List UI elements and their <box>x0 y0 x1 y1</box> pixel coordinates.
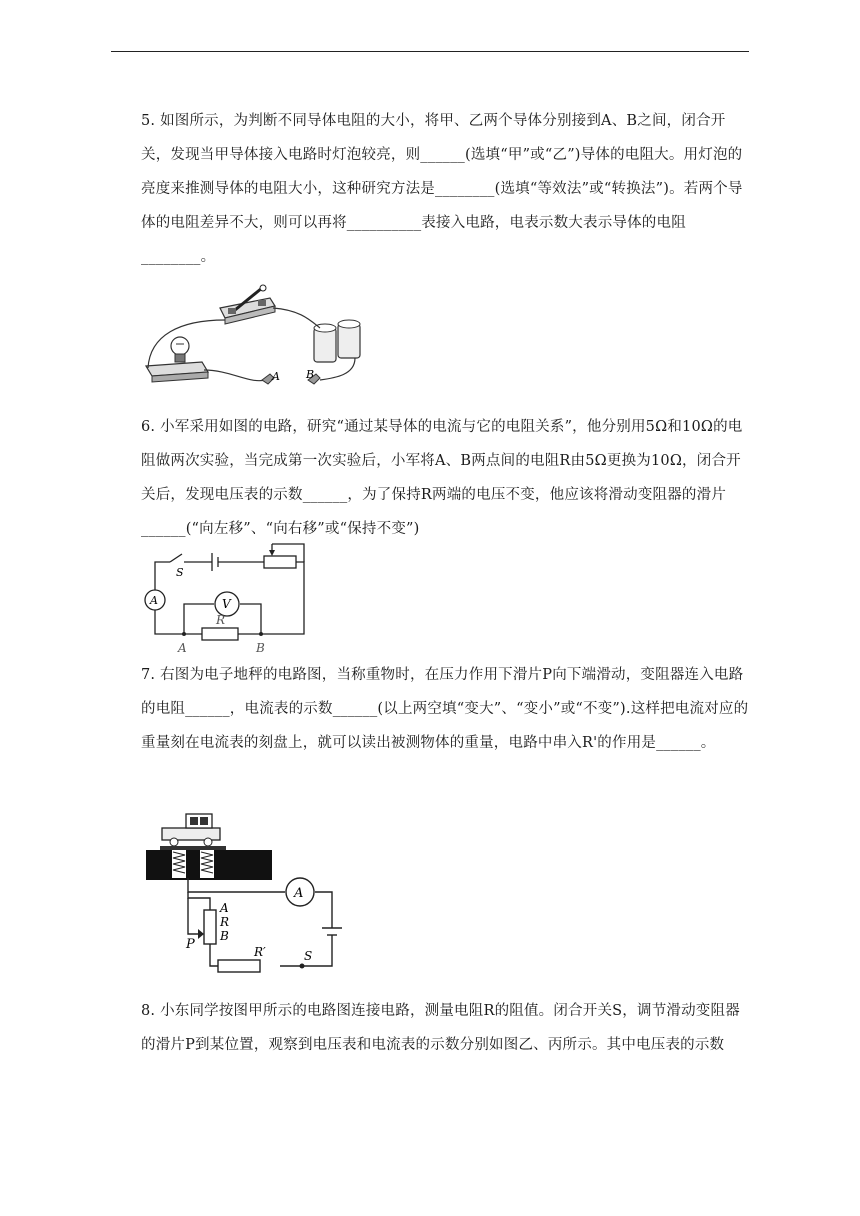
clip-b-label: B <box>306 368 315 381</box>
fixed-resistor-label: R′ <box>254 945 266 959</box>
question-5-text: 如图所示，为判断不同导体电阻的大小，将甲、乙两个导体分别接到A、B之间，闭合开关，发现当甲导体接入电路时灯泡较亮，则______(选填“甲”或“乙”)导体的电阻大。用灯泡的亮度来推测导体的电阻大小，这种研究方法是________(选填“等效法”或“转换法”)。若两个导体的电阻差异不大，则可以再将__________表接入电路，电表示数大表示导体的电阻________。 <box>141 113 743 265</box>
question-7-number: 7. <box>141 667 156 683</box>
question-8 <box>141 994 753 1062</box>
switch-label: S <box>176 566 184 579</box>
switch-label: S <box>304 949 313 963</box>
rheostat-top-label: A <box>220 901 229 915</box>
question-8-number: 8. <box>141 1003 156 1019</box>
question-6-number: 6. <box>141 419 156 435</box>
question-5-figure <box>140 280 380 385</box>
resistor-label: R <box>216 613 226 627</box>
point-a-label: A <box>178 641 187 655</box>
ammeter-label: A <box>150 594 158 607</box>
clip-a-label: A <box>272 370 280 383</box>
voltmeter-label: V <box>222 597 231 611</box>
ammeter-label: A <box>294 886 304 901</box>
header-rule <box>111 51 749 52</box>
question-7-text: 右图为电子地秤的电路图，当称重物时，在压力作用下滑片P向下端滑动，变阻器连入电路的电阻______，电流表的示数______(以上两空填“变大”、“变小”或“不变”).这样把电流对应的重量刻在电流表的刻盘上，就可以读出被测物体的重量，电路中串入R'的作用是______。 <box>141 667 749 751</box>
question-6-figure <box>140 540 315 658</box>
question-7 <box>141 658 753 760</box>
question-8-text: 小东同学按图甲所示的电路图连接电路，测量电阻R的阻值。闭合开关S，调节滑动变阻器的滑片P到某位置，观察到电压表和电流表的示数分别如图乙、丙所示。其中电压表的示数 <box>141 1003 740 1053</box>
question-7-figure <box>140 808 360 978</box>
question-5-number: 5. <box>141 113 156 129</box>
rheostat-bottom-label: B <box>220 929 229 943</box>
rheostat-label: R <box>220 915 230 929</box>
slider-label: P <box>186 937 195 952</box>
point-b-label: B <box>256 641 265 655</box>
question-6-text: 小军采用如图的电路，研究“通过某导体的电流与它的电阻关系”，他分别用5Ω和10Ω的电阻做两次实验，当完成第一次实验后，小军将A、B两点间的电阻R由5Ω更换为10Ω，闭合开关后，发现电压表的示数______，为了保持R两端的电压不变，他应该将滑动变阻器的滑片______(“向左移”、“向右移”或“保持不变”) <box>141 419 743 537</box>
question-5 <box>141 104 753 274</box>
question-6 <box>141 410 753 546</box>
